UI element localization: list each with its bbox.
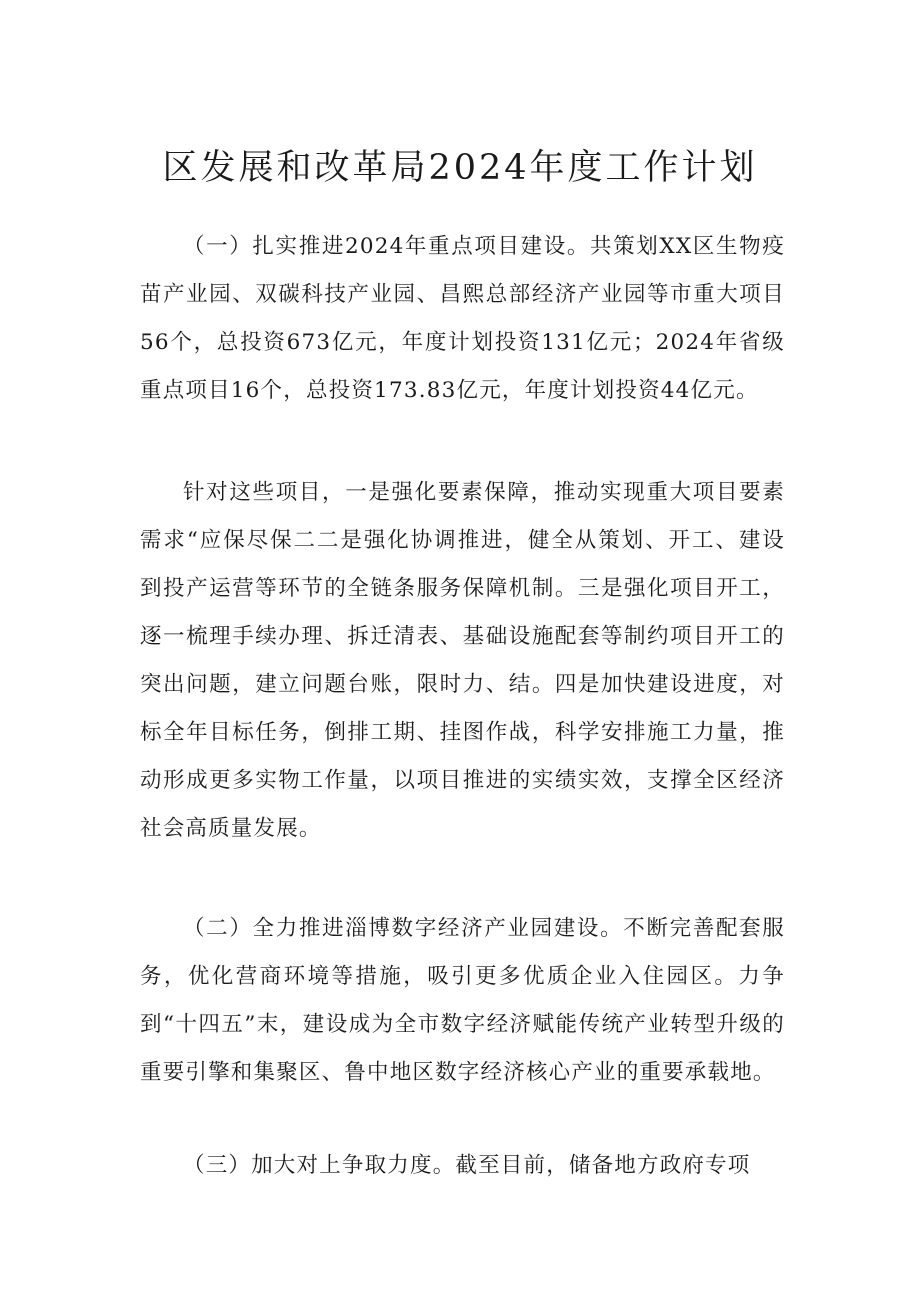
document-title: 区发展和改革局2024年度工作计划 [162,148,758,188]
paragraph-project-measures: 针对这些项目，一是强化要素保障，推动实现重大项目要素需求“应保尽保二二是强化协调推进，健全从策划、开工、建设到投产运营等环节的全链条服务保障机制。三是强化项目开工，逐一梳理手续办理、拆迁清表、基础设施配套等制约项目开工的突出问题，建立问题台账，限时力、结。四是加快建设进度，对标全年目标任务，倒排工期、挂图作战，科学安排施工力量，推动形成更多实物工作量，以项目推进的实绩实效，支撑全区经济社会高质量发展。 [140,480,785,841]
paragraph-key-projects: （一）扎实推进2024年重点项目建设。共策划XX区生物疫苗产业园、双碳科技产业园、昌熙总部经济产业园等市重大项目56个，总投资673亿元，年度计划投资131亿元；2024年省级重点项目16个，总投资173.83亿元，年度计划投资44亿元。 [140,234,785,403]
paragraph-funding-efforts: （三）加大对上争取力度。截至目前，储备地方政府专项 [183,1153,751,1178]
paragraph-digital-economy-park: （二）全力推进淄博数字经济产业园建设。不断完善配套服务，优化营商环境等措施，吸引更多优质企业入住园区。力争到“十四五”末，建设成为全市数字经济赋能传统产业转型升级的重要引擎和集聚区、鲁中地区数字经济核心产业的重要承载地。 [140,916,785,1085]
